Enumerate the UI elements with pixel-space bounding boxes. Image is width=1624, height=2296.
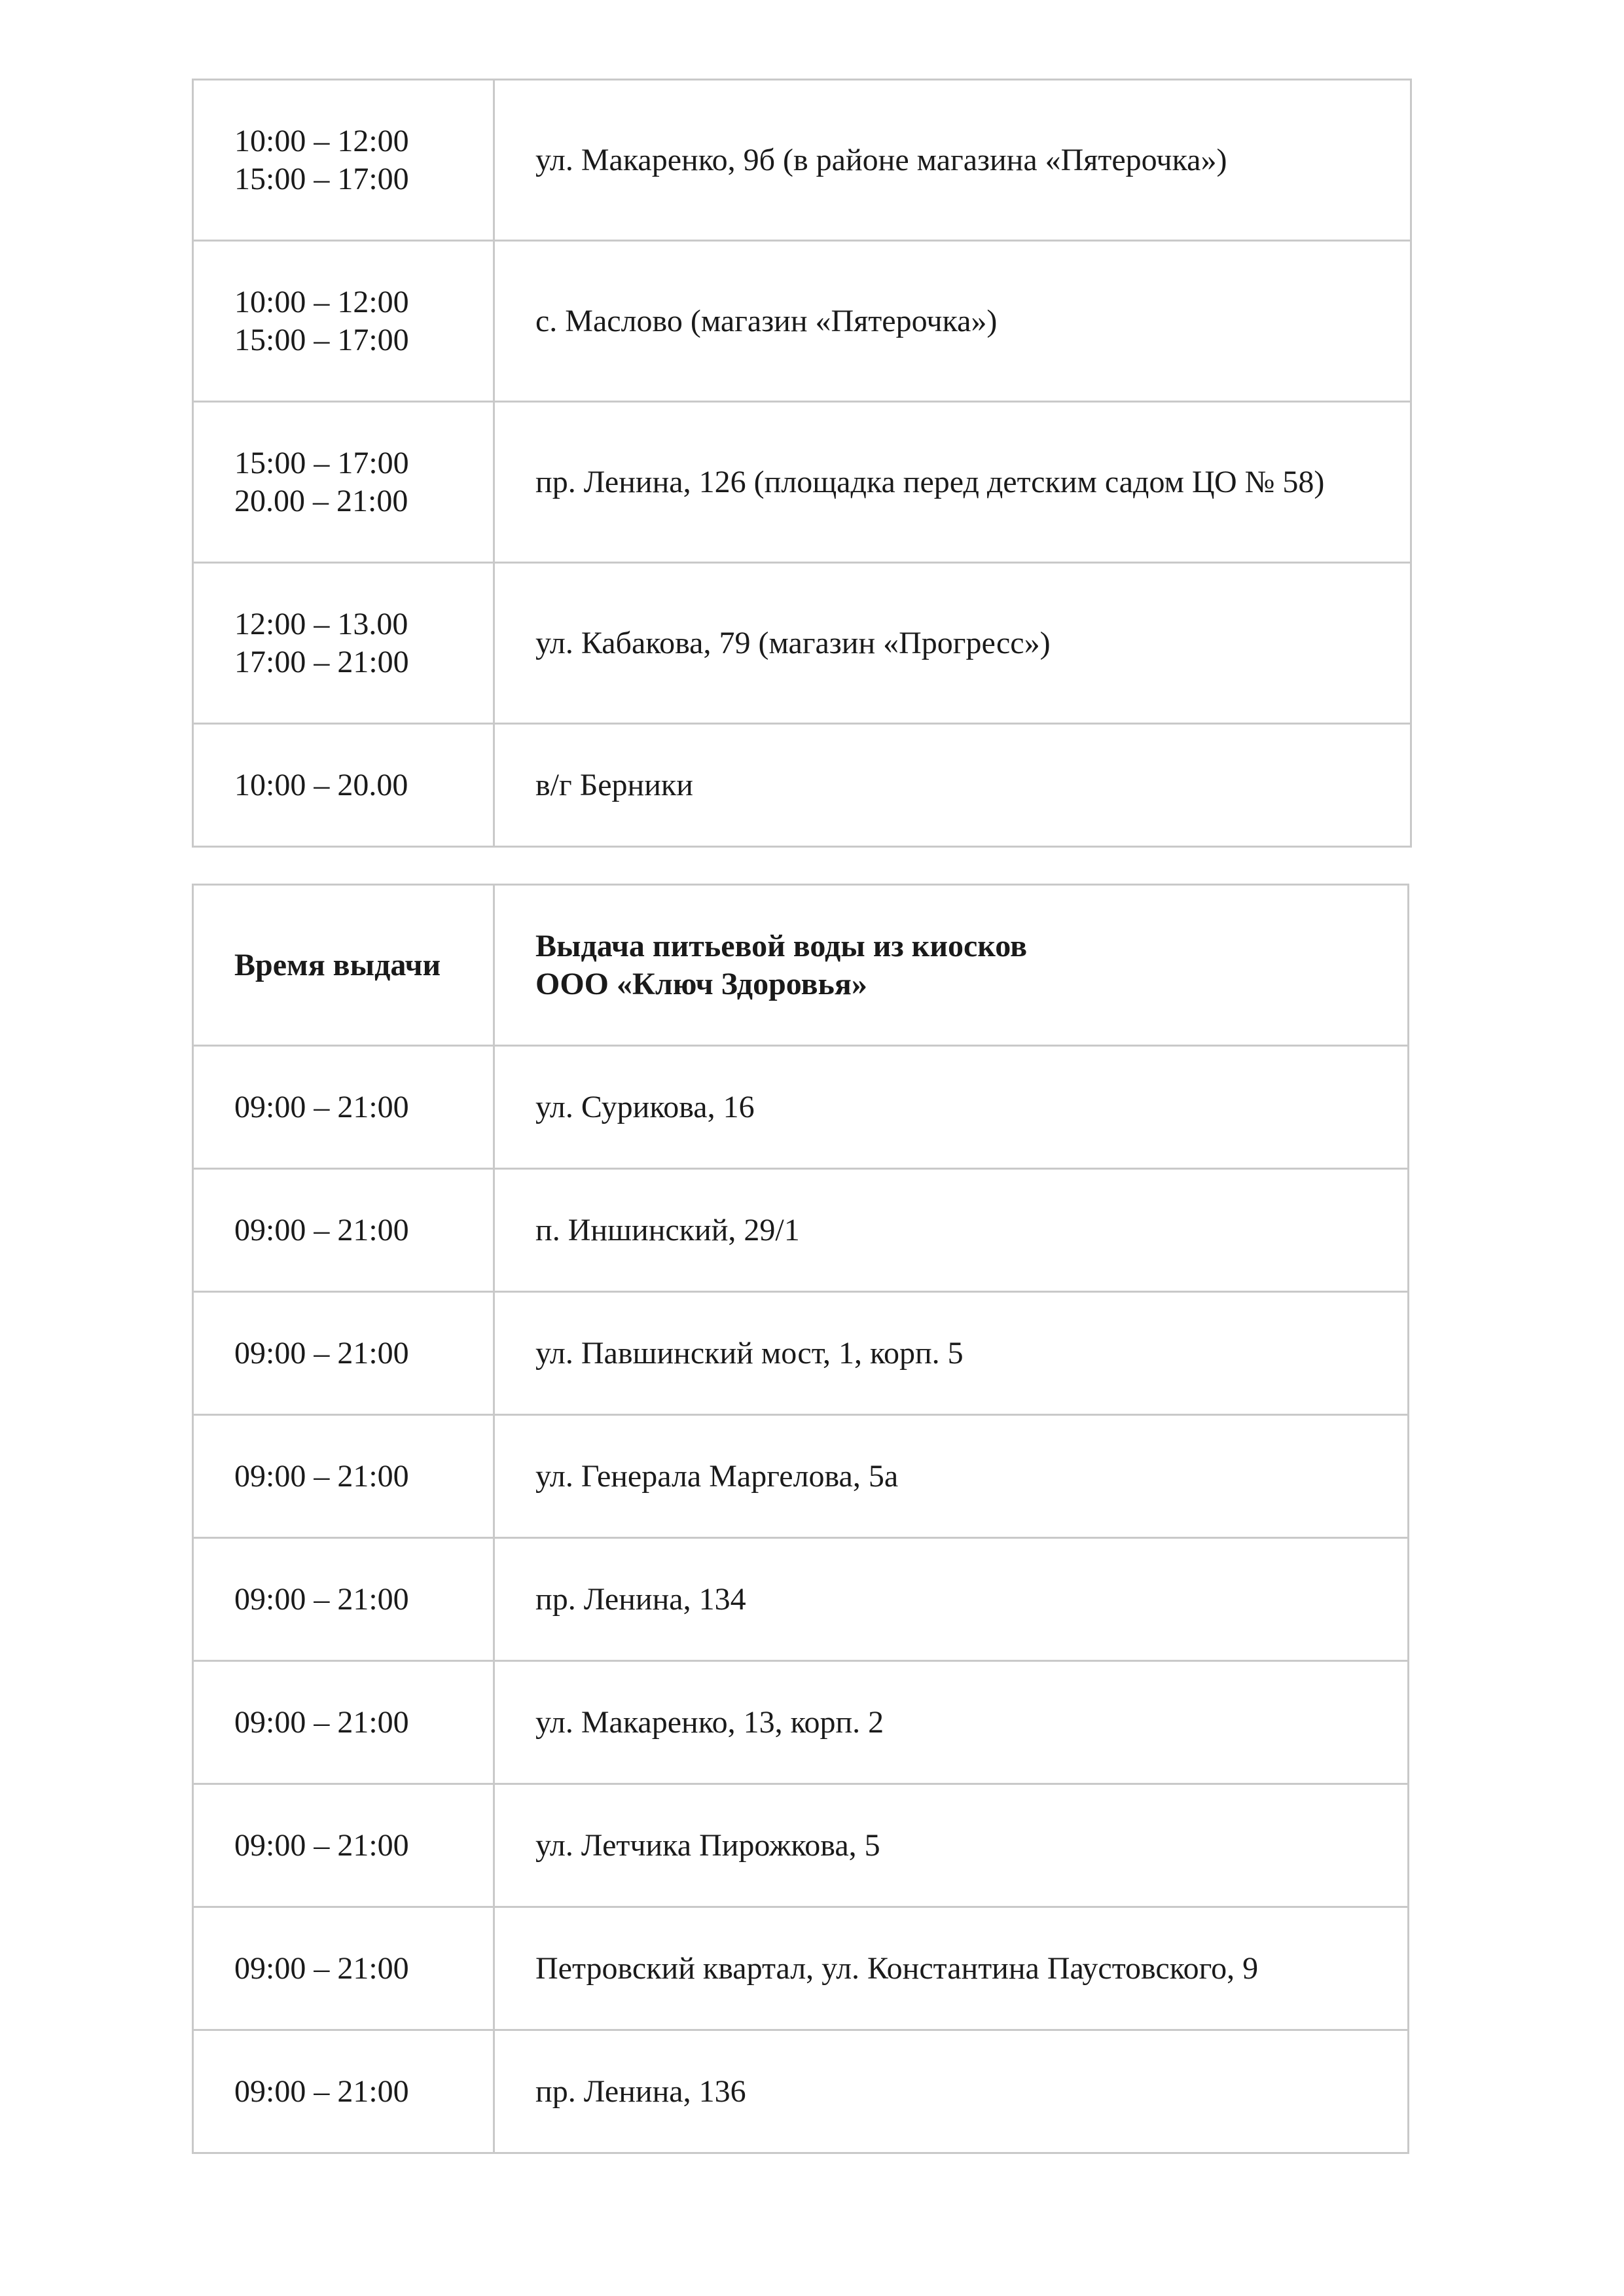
time-range: 10:00 – 20.00 — [234, 767, 408, 802]
time-cell: 09:00 – 21:00 — [193, 1661, 494, 1784]
address-cell: ул. Летчика Пирожкова, 5 — [494, 1784, 1409, 1907]
time-range: 20.00 – 21:00 — [234, 483, 408, 518]
table-row — [193, 724, 1411, 847]
address-cell: ул. Макаренко, 9б (в районе магазина «Пятерочка») — [494, 80, 1411, 241]
table-row — [193, 80, 1411, 241]
header-description — [494, 885, 1409, 1046]
time-cell — [193, 724, 494, 847]
time-cell — [193, 402, 494, 563]
table-row — [193, 402, 1411, 563]
address-cell: пр. Ленина, 126 (площадка перед детским садом ЦО № 58) — [494, 402, 1411, 563]
time-cell: 09:00 – 21:00 — [193, 1169, 494, 1292]
address-cell: ул. Генерала Маргелова, 5а — [494, 1415, 1409, 1538]
address-cell: с. Маслово (магазин «Пятерочка») — [494, 241, 1411, 402]
time-range: 15:00 – 17:00 — [234, 161, 409, 196]
table-header-row — [193, 885, 1409, 1046]
table-row — [193, 1661, 1409, 1784]
time-cell: 09:00 – 21:00 — [193, 1415, 494, 1538]
time-range: 10:00 – 12:00 — [234, 284, 409, 319]
time-cell: 09:00 – 21:00 — [193, 1538, 494, 1661]
table-row — [193, 241, 1411, 402]
header-description-line-1: Выдача питьевой воды из киосков — [535, 928, 1028, 963]
header-time: Время выдачи — [193, 885, 494, 1046]
table-row — [193, 1784, 1409, 1907]
time-range: 10:00 – 12:00 — [234, 123, 409, 158]
address-cell: ул. Кабакова, 79 (магазин «Прогресс») — [494, 563, 1411, 724]
time-cell: 09:00 – 21:00 — [193, 1784, 494, 1907]
time-cell: 09:00 – 21:00 — [193, 1292, 494, 1415]
time-range: 15:00 – 17:00 — [234, 445, 409, 480]
time-cell — [193, 563, 494, 724]
table-row — [193, 1415, 1409, 1538]
address-cell: в/г Берники — [494, 724, 1411, 847]
header-description-line-2: ООО «Ключ Здоровья» — [535, 966, 867, 1001]
table-row — [193, 1538, 1409, 1661]
time-cell: 09:00 – 21:00 — [193, 1046, 494, 1169]
table-row — [193, 1907, 1409, 2030]
time-cell: 09:00 – 21:00 — [193, 1907, 494, 2030]
address-cell: пр. Ленина, 134 — [494, 1538, 1409, 1661]
time-range: 17:00 – 21:00 — [234, 644, 409, 679]
time-cell — [193, 241, 494, 402]
table-row — [193, 2030, 1409, 2153]
water-kiosk-table — [192, 884, 1409, 2154]
address-cell: ул. Сурикова, 16 — [494, 1046, 1409, 1169]
address-cell: п. Иншинский, 29/1 — [494, 1169, 1409, 1292]
address-cell: пр. Ленина, 136 — [494, 2030, 1409, 2153]
time-range: 15:00 – 17:00 — [234, 322, 409, 357]
time-cell: 09:00 – 21:00 — [193, 2030, 494, 2153]
time-range: 12:00 – 13.00 — [234, 606, 408, 641]
table-row — [193, 1169, 1409, 1292]
address-cell: Петровский квартал, ул. Константина Паустовского, 9 — [494, 1907, 1409, 2030]
schedule-table-continued — [192, 79, 1412, 848]
table-row — [193, 563, 1411, 724]
time-cell — [193, 80, 494, 241]
table-row — [193, 1046, 1409, 1169]
address-cell: ул. Макаренко, 13, корп. 2 — [494, 1661, 1409, 1784]
table-row — [193, 1292, 1409, 1415]
address-cell: ул. Павшинский мост, 1, корп. 5 — [494, 1292, 1409, 1415]
